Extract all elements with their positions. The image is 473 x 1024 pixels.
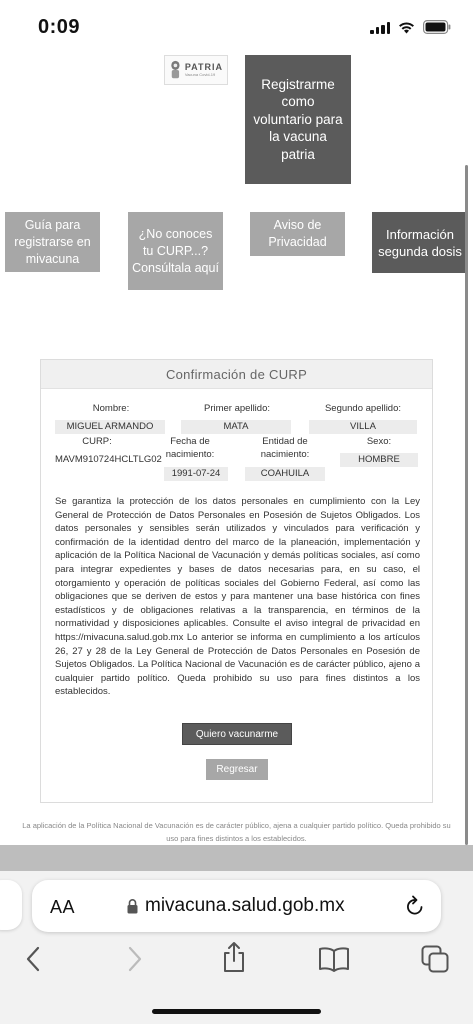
wifi-icon	[398, 21, 415, 34]
reload-icon[interactable]	[405, 895, 425, 917]
share-icon[interactable]	[221, 941, 247, 973]
second-surname-label: Segundo apellido:	[324, 403, 402, 414]
want-vaccine-button[interactable]: Quiero vacunarme	[182, 723, 292, 745]
second-dose-info-button[interactable]: Información segunda dosis	[372, 212, 468, 273]
previous-tab-preview[interactable]	[0, 880, 22, 930]
curp-label: CURP:	[82, 436, 112, 447]
name-label: Nombre:	[92, 403, 130, 414]
logo-brand: PATRIA	[184, 62, 223, 72]
curp-value: MAVM910724HCLTLG02	[55, 454, 162, 465]
text-size-label: AA	[50, 897, 76, 917]
sex-value: HOMBRE	[340, 453, 418, 467]
birth-state-label: Entidad de nacimiento:	[260, 436, 310, 460]
browser-chrome-divider	[0, 845, 473, 871]
logo-subtitle: Vacuna Covid-19	[184, 72, 216, 77]
register-volunteer-button[interactable]: Registrarme como voluntario para la vacuna patria	[245, 55, 351, 184]
url-text[interactable]: mivacuna.salud.gob.mx	[145, 895, 345, 916]
registration-guide-button[interactable]: Guía para registrarse en mivacuna	[5, 212, 100, 272]
curp-confirmation-card	[40, 359, 433, 803]
second-surname-value: VILLA	[309, 420, 417, 434]
page-scrollbar[interactable]	[465, 165, 468, 845]
status-time: 0:09	[38, 16, 81, 38]
lock-icon	[126, 898, 139, 915]
curp-lookup-button[interactable]: ¿No conoces tu CURP...? Consúltala aquí	[128, 212, 223, 290]
birth-state-value: COAHUILA	[245, 467, 325, 481]
first-surname-label: Primer apellido:	[204, 403, 270, 414]
patria-emblem-icon	[169, 59, 182, 81]
privacy-statement: Se garantiza la protección de los datos personales en cumplimiento con la Ley General de Protección de Datos Personales en Posesión de Sujetos Obligados. Los datos personales y sensibles serán utilizados y vinculados para verificación y confirmación de la identidad dentro del marco de la planeación, implementación y aplicación de la Política Nacional de Vacunación y demás políticas sociales, así como para integrar expedientes y bases de datos necesarias para, en su caso, el otorgamiento y operación de políticas sociales del Gobierno Federal, así como las obligaciones que se deriven de estos y para mantener una base histórica con fines estadísticos y de obligaciones relativas a la transparencia, en términos de la normatividad y disposiciones aplicables. Consulte el aviso integral de privacidad en https://mivacuna.salud.gob.mx Lo anterior se informa en cumplimiento a los artículos 26, 27 y 28 de la Ley General de Protección de Datos Personales en Posesión de Sujetos Obligados. La Política Nacional de Vacunación es de carácter público, ajeno a cualquier partido político. Queda prohibido su uso para fines distintos a los establecidos.	[55, 496, 420, 698]
patria-logo	[164, 55, 228, 85]
birth-date-label: Fecha de nacimiento:	[165, 436, 215, 460]
birth-date-value: 1991-07-24	[164, 467, 228, 481]
home-indicator[interactable]	[152, 1009, 321, 1014]
card-title: Confirmación de CURP	[41, 360, 432, 389]
status-bar	[0, 0, 473, 54]
tabs-icon[interactable]	[421, 945, 449, 973]
text-size-button[interactable]	[50, 897, 75, 918]
forward-icon[interactable]	[126, 944, 144, 974]
cellular-signal-icon	[370, 21, 390, 34]
back-button[interactable]: Regresar	[206, 759, 268, 780]
footer-disclaimer: La aplicación de la Política Nacional de Vacunación es de carácter público, ajena a cualquier partido político. Queda prohibido su uso para fines distintos a los establecidos.	[22, 821, 451, 843]
battery-icon	[423, 20, 451, 34]
privacy-notice-button[interactable]: Aviso de Privacidad	[250, 212, 345, 256]
first-surname-value: MATA	[181, 420, 291, 434]
bookmarks-icon[interactable]	[318, 946, 350, 972]
sex-label: Sexo:	[366, 436, 392, 447]
back-icon[interactable]	[24, 944, 42, 974]
status-icons	[370, 20, 451, 34]
name-value: MIGUEL ARMANDO	[55, 420, 165, 434]
